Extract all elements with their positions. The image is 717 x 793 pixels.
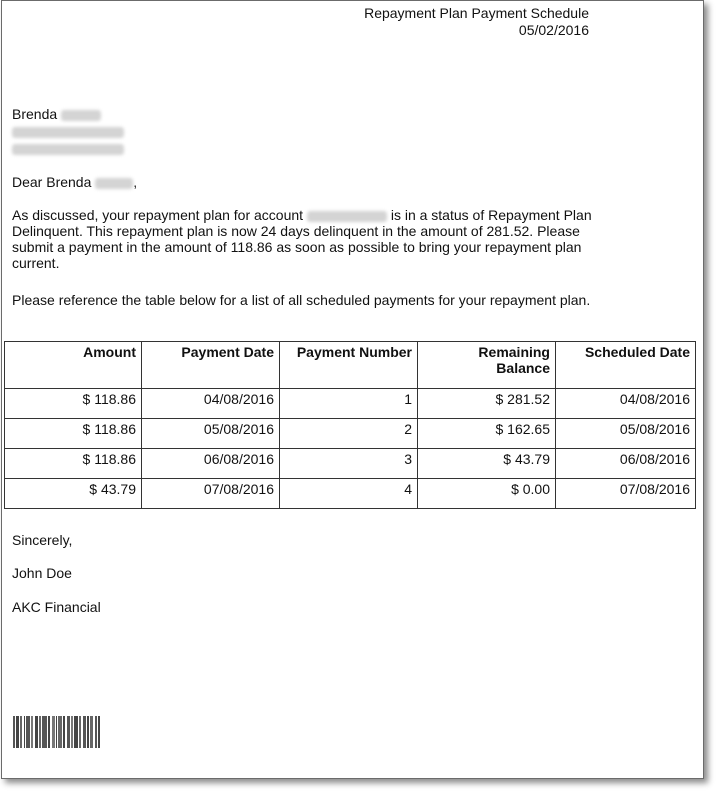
cell-remaining-balance: $ 162.65	[418, 419, 556, 449]
cell-remaining-balance: $ 43.79	[418, 449, 556, 479]
letter-date: 05/02/2016	[518, 22, 589, 38]
barcode-image	[13, 716, 117, 748]
cell-payment-number: 3	[280, 449, 418, 479]
cell-amount: $ 118.86	[5, 389, 142, 419]
cell-payment-date: 06/08/2016	[142, 449, 280, 479]
recipient-first-name: Brenda	[12, 106, 58, 122]
column-header-scheduled-date: Scheduled Date	[556, 342, 696, 389]
cell-amount: $ 43.79	[5, 479, 142, 509]
redacted-street	[12, 127, 124, 138]
table-row	[5, 419, 696, 449]
company-name: AKC Financial	[12, 599, 101, 615]
paragraph-text-end: is in a status of Repayment Plan Delinquent. This repayment plan is now 24 days delinquent in the amount of 281.52. Please submit a payment in the amount of 118.86 as soon as possible to bring your repayment plan current.	[12, 207, 592, 271]
cell-amount: $ 118.86	[5, 419, 142, 449]
salutation-text: Dear Brenda	[12, 174, 92, 190]
signer-name: John Doe	[12, 565, 72, 581]
cell-payment-date: 04/08/2016	[142, 389, 280, 419]
salutation	[12, 174, 592, 190]
table-row	[5, 449, 696, 479]
paragraph-text-start: As discussed, your repayment plan for account	[12, 207, 304, 223]
cell-payment-number: 2	[280, 419, 418, 449]
cell-payment-number: 1	[280, 389, 418, 419]
column-header-payment-date: Payment Date	[142, 342, 280, 389]
cell-payment-date: 05/08/2016	[142, 419, 280, 449]
column-header-remaining-balance: Remaining Balance	[418, 342, 556, 389]
letter-header	[364, 5, 589, 39]
cell-remaining-balance: $ 0.00	[418, 479, 556, 509]
letter-page	[1, 0, 704, 779]
letter-title: Repayment Plan Payment Schedule	[364, 5, 589, 21]
valediction: Sincerely,	[12, 532, 73, 548]
cell-amount: $ 118.86	[5, 449, 142, 479]
cell-scheduled-date: 05/08/2016	[556, 419, 696, 449]
payment-schedule-table	[4, 341, 696, 509]
salutation-comma: ,	[133, 174, 138, 190]
redacted-salutation-name	[95, 178, 133, 189]
redacted-account-number	[307, 211, 387, 222]
table-intro-paragraph: Please reference the table below for a list of all scheduled payments for your repayment plan.	[12, 292, 591, 308]
cell-payment-number: 4	[280, 479, 418, 509]
column-header-amount: Amount	[5, 342, 142, 389]
cell-remaining-balance: $ 281.52	[418, 389, 556, 419]
cell-payment-date: 07/08/2016	[142, 479, 280, 509]
delinquency-paragraph	[12, 207, 592, 271]
column-header-payment-number: Payment Number	[280, 342, 418, 389]
redacted-last-name	[61, 110, 101, 121]
redacted-city	[12, 144, 124, 155]
table-row	[5, 389, 696, 419]
table-row	[5, 479, 696, 509]
cell-scheduled-date: 04/08/2016	[556, 389, 696, 419]
cell-scheduled-date: 07/08/2016	[556, 479, 696, 509]
table-header-row	[5, 342, 696, 389]
recipient-address	[12, 106, 124, 157]
cell-scheduled-date: 06/08/2016	[556, 449, 696, 479]
